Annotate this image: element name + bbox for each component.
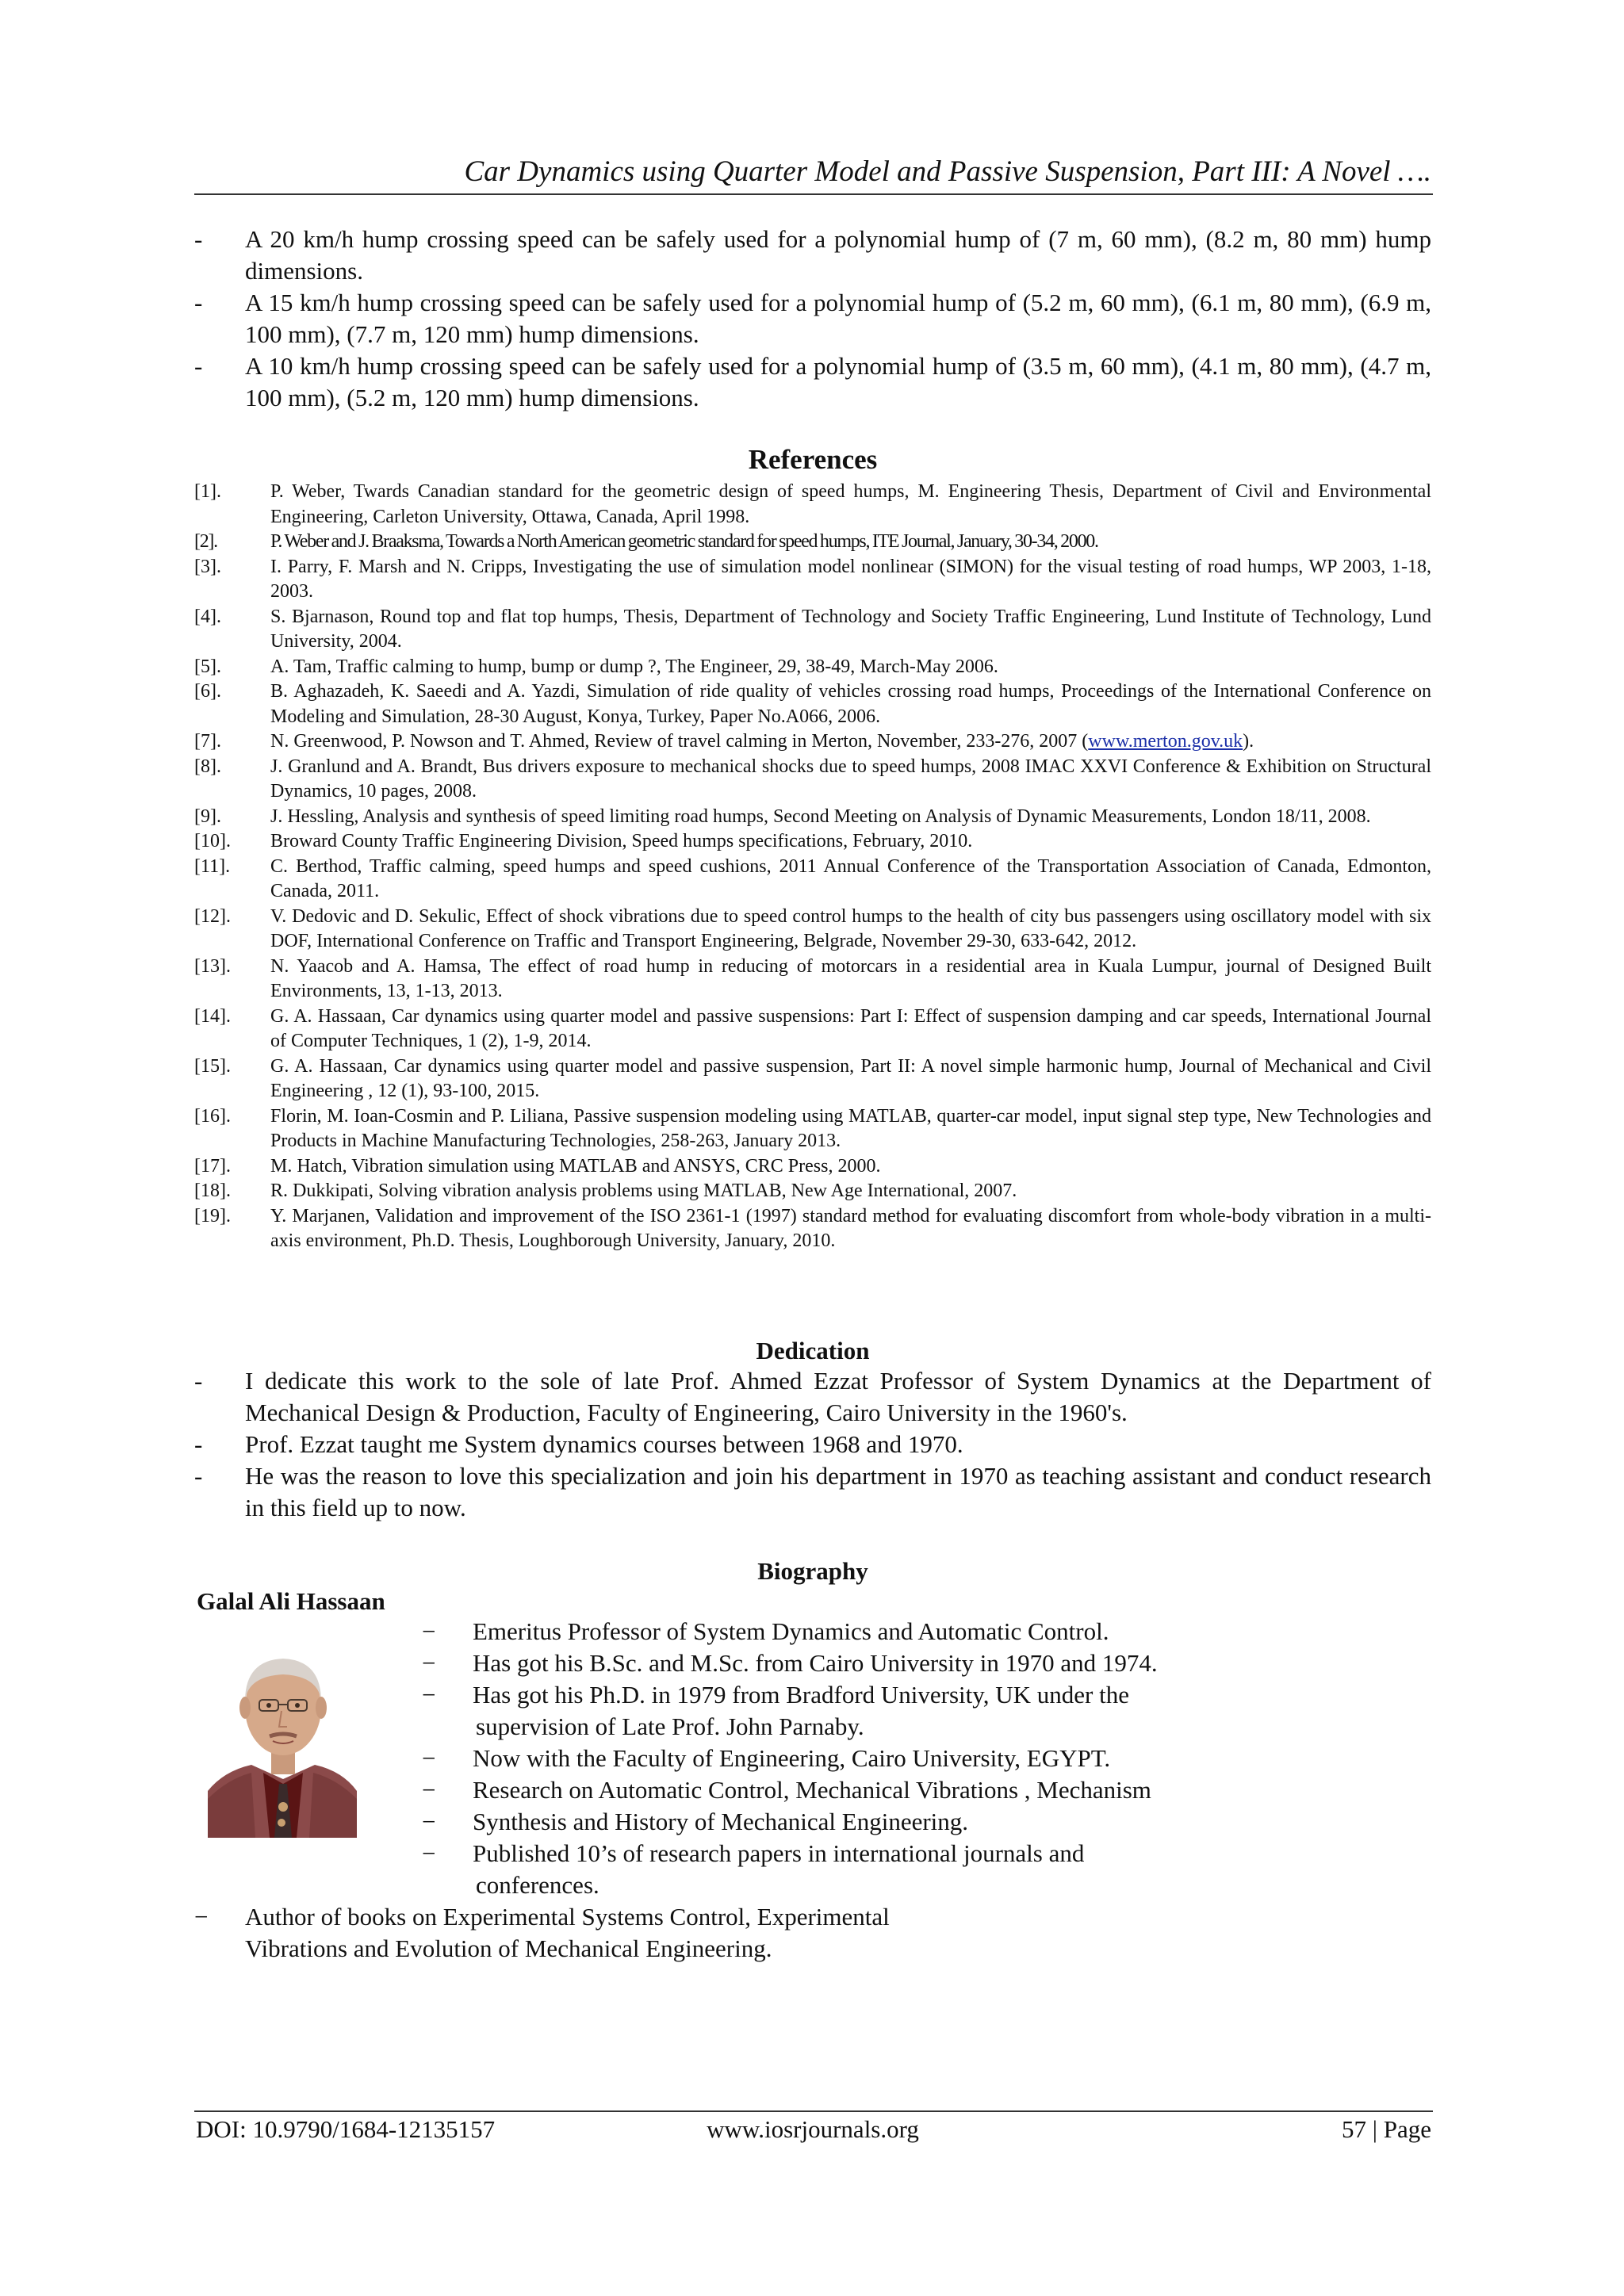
author-photo	[208, 1628, 357, 1838]
page-number: 57 | Page	[1342, 2115, 1431, 2143]
biography-heading: Biography	[757, 1557, 868, 1585]
author-name: Galal Ali Hassaan	[197, 1587, 385, 1615]
biography-books: − Author of books on Experimental Systems Control, Experimental Vibrations and Evolution of Mechanical Engineering.	[194, 1903, 890, 1962]
reference-item: [6]. B. Aghazadeh, K. Saeedi and A. Yazdi, Simulation of ride quality of vehicles crossing road humps, Proceedings of the International Conference on Modeling and Simulation, 28-30 August, Konya, Turkey, Paper No.A066, 2006.	[194, 681, 1431, 727]
biography-continuation: supervision of Late Prof. John Parnaby.	[476, 1712, 864, 1740]
reference-item: [10]. Broward County Traffic Engineering Division, Speed humps specifications, February, 2010.	[194, 831, 973, 851]
reference-item: [16]. Florin, M. Ioan-Cosmin and P. Liliana, Passive suspension modeling using MATLAB, quarter-car model, input signal step type, New Technologies and Products in Machine Manufacturing Technologies, 258-263, January 2013.	[194, 1105, 1431, 1151]
reference-item: [17]. M. Hatch, Vibration simulation using MATLAB and ANSYS, CRC Press, 2000.	[194, 1155, 881, 1177]
reference-item: [12]. V. Dedovic and D. Sekulic, Effect of shock vibrations due to speed control humps to the health of city bus passengers using oscillatory model with six DOF, International Conference on Traffic and Transport Engineering, Belgrade, November 29-30, 633-642, 2012.	[194, 905, 1431, 951]
reference-item: [2]. P. Weber and J. Braaksma, Towards a North American geometric standard for speed humps, ITE Journal, January, 30-34, 2000.	[194, 531, 1098, 552]
reference-item: [13]. N. Yaacob and A. Hamsa, The effect of road hump in reducing of motorcars in a residential area in Kuala Lumpur, journal of Designed Built Environments, 13, 1-13, 2013.	[194, 955, 1431, 1001]
references-heading: References	[748, 444, 878, 475]
dedication-item: - Prof. Ezzat taught me System dynamics courses between 1968 and 1970.	[194, 1430, 963, 1458]
reference-item: [8]. J. Granlund and A. Brandt, Bus drivers exposure to mechanical shocks due to speed humps, 2008 IMAC XXVI Conference & Exhibition on Structural Dynamics, 10 pages, 2008.	[194, 756, 1431, 802]
conclusion-list	[194, 224, 1431, 414]
biography-item: − Has got his B.Sc. and M.Sc. from Cairo University in 1970 and 1974.	[422, 1649, 1158, 1677]
journal-site-link[interactable]: www.iosrjournals.org	[707, 2115, 919, 2143]
reference-item: [3]. I. Parry, F. Marsh and N. Cripps, Investigating the use of simulation model nonlinear (SIMON) for the visual testing of road humps, WP 2003, 1-18, 2003.	[194, 556, 1431, 602]
reference-item: [14]. G. A. Hassaan, Car dynamics using quarter model and passive suspensions: Part I: Effect of suspension damping and car speeds, International Journal of Computer Techniques, 1 (2), 1-9, 2014.	[194, 1005, 1431, 1051]
reference-item: [15]. G. A. Hassaan, Car dynamics using quarter model and passive suspension, Part II: A novel simple harmonic hump, Journal of Mechanical and Civil Engineering , 12 (1), 93-100, 2015.	[194, 1055, 1431, 1101]
biography-continuation: conferences.	[476, 1871, 599, 1899]
header-rule	[194, 193, 1433, 195]
running-header: Car Dynamics using Quarter Model and Passive Suspension, Part III: A Novel ….	[464, 155, 1431, 188]
reference-item: [1]. P. Weber, Twards Canadian standard for the geometric design of speed humps, M. Engineering Thesis, Department of Civil and Environmental Engineering, Carleton University, Ottawa, Canada, April 1998.	[194, 481, 1431, 527]
merton-link[interactable]: www.merton.gov.uk	[1088, 731, 1243, 752]
biography-item: − Now with the Faculty of Engineering, Cairo University, EGYPT.	[422, 1744, 1111, 1772]
biography-item: − Published 10’s of research papers in international journals and	[422, 1839, 1085, 1867]
conclusion-item: - A 20 km/h hump crossing speed can be safely used for a polynomial hump of (7 m, 60 mm), (8.2 m, 80 mm) hump dimensions.	[194, 225, 1431, 285]
reference-item: [5]. A. Tam, Traffic calming to hump, bump or dump ?, The Engineer, 29, 38-49, March-May 2006.	[194, 656, 998, 677]
conclusion-item: - A 15 km/h hump crossing speed can be safely used for a polynomial hump of (5.2 m, 60 mm), (6.1 m, 80 mm), (6.9 m, 100 mm), (7.7 m, 120 mm) hump dimensions.	[194, 289, 1431, 348]
dedication-heading: Dedication	[756, 1337, 870, 1364]
footer-rule	[194, 2110, 1433, 2112]
reference-item: [7]. N. Greenwood, P. Nowson and T. Ahmed, Review of travel calming in Merton, November, 233-276, 2007 (www.merton.gov.uk).	[194, 731, 1254, 752]
dedication-list	[194, 1365, 1431, 1524]
reference-item: [4]. S. Bjarnason, Round top and flat top humps, Thesis, Department of Technology and Society Traffic Engineering, Lund Institute of Technology, Lund University, 2004.	[194, 606, 1431, 652]
biography-item: − Research on Automatic Control, Mechanical Vibrations , Mechanism	[422, 1776, 1151, 1804]
author-portrait-icon	[208, 1628, 357, 1838]
reference-item: [11]. C. Berthod, Traffic calming, speed humps and speed cushions, 2011 Annual Conference of the Transportation Association of Canada, Edmonton, Canada, 2011.	[194, 855, 1431, 901]
reference-item: [18]. R. Dukkipati, Solving vibration analysis problems using MATLAB, New Age International, 2007.	[194, 1181, 1017, 1201]
doi-label: DOI: 10.9790/1684-12135157	[196, 2115, 496, 2143]
biography-item: − Synthesis and History of Mechanical Engineering.	[422, 1808, 969, 1835]
dedication-item: - He was the reason to love this specialization and join his department in 1970 as teaching assistant and conduct research in this field up to now.	[194, 1462, 1431, 1521]
reference-item: [9]. J. Hessling, Analysis and synthesis of speed limiting road humps, Second Meeting on Analysis of Dynamic Measurements, London 18/11, 2008.	[194, 806, 1371, 827]
reference-list	[194, 480, 1431, 1254]
conclusion-item: - A 10 km/h hump crossing speed can be safely used for a polynomial hump of (3.5 m, 60 mm), (4.1 m, 80 mm), (4.7 m, 100 mm), (5.2 m, 120 mm) hump dimensions.	[194, 352, 1431, 411]
dedication-item: - I dedicate this work to the sole of late Prof. Ahmed Ezzat Professor of System Dynamics at the Department of Mechanical Design & Production, Faculty of Engineering, Cairo University in the 1960's.	[194, 1367, 1431, 1426]
biography-item: − Emeritus Professor of System Dynamics and Automatic Control.	[422, 1617, 1109, 1645]
reference-item: [19]. Y. Marjanen, Validation and improvement of the ISO 2361-1 (1997) standard method for evaluating discomfort from whole-body vibration in a multi-axis environment, Ph.D. Thesis, Loughborough University, January, 2010.	[194, 1205, 1431, 1251]
biography-item: − Has got his Ph.D. in 1979 from Bradford University, UK under the	[422, 1681, 1129, 1709]
biography-list	[422, 1616, 1294, 1901]
